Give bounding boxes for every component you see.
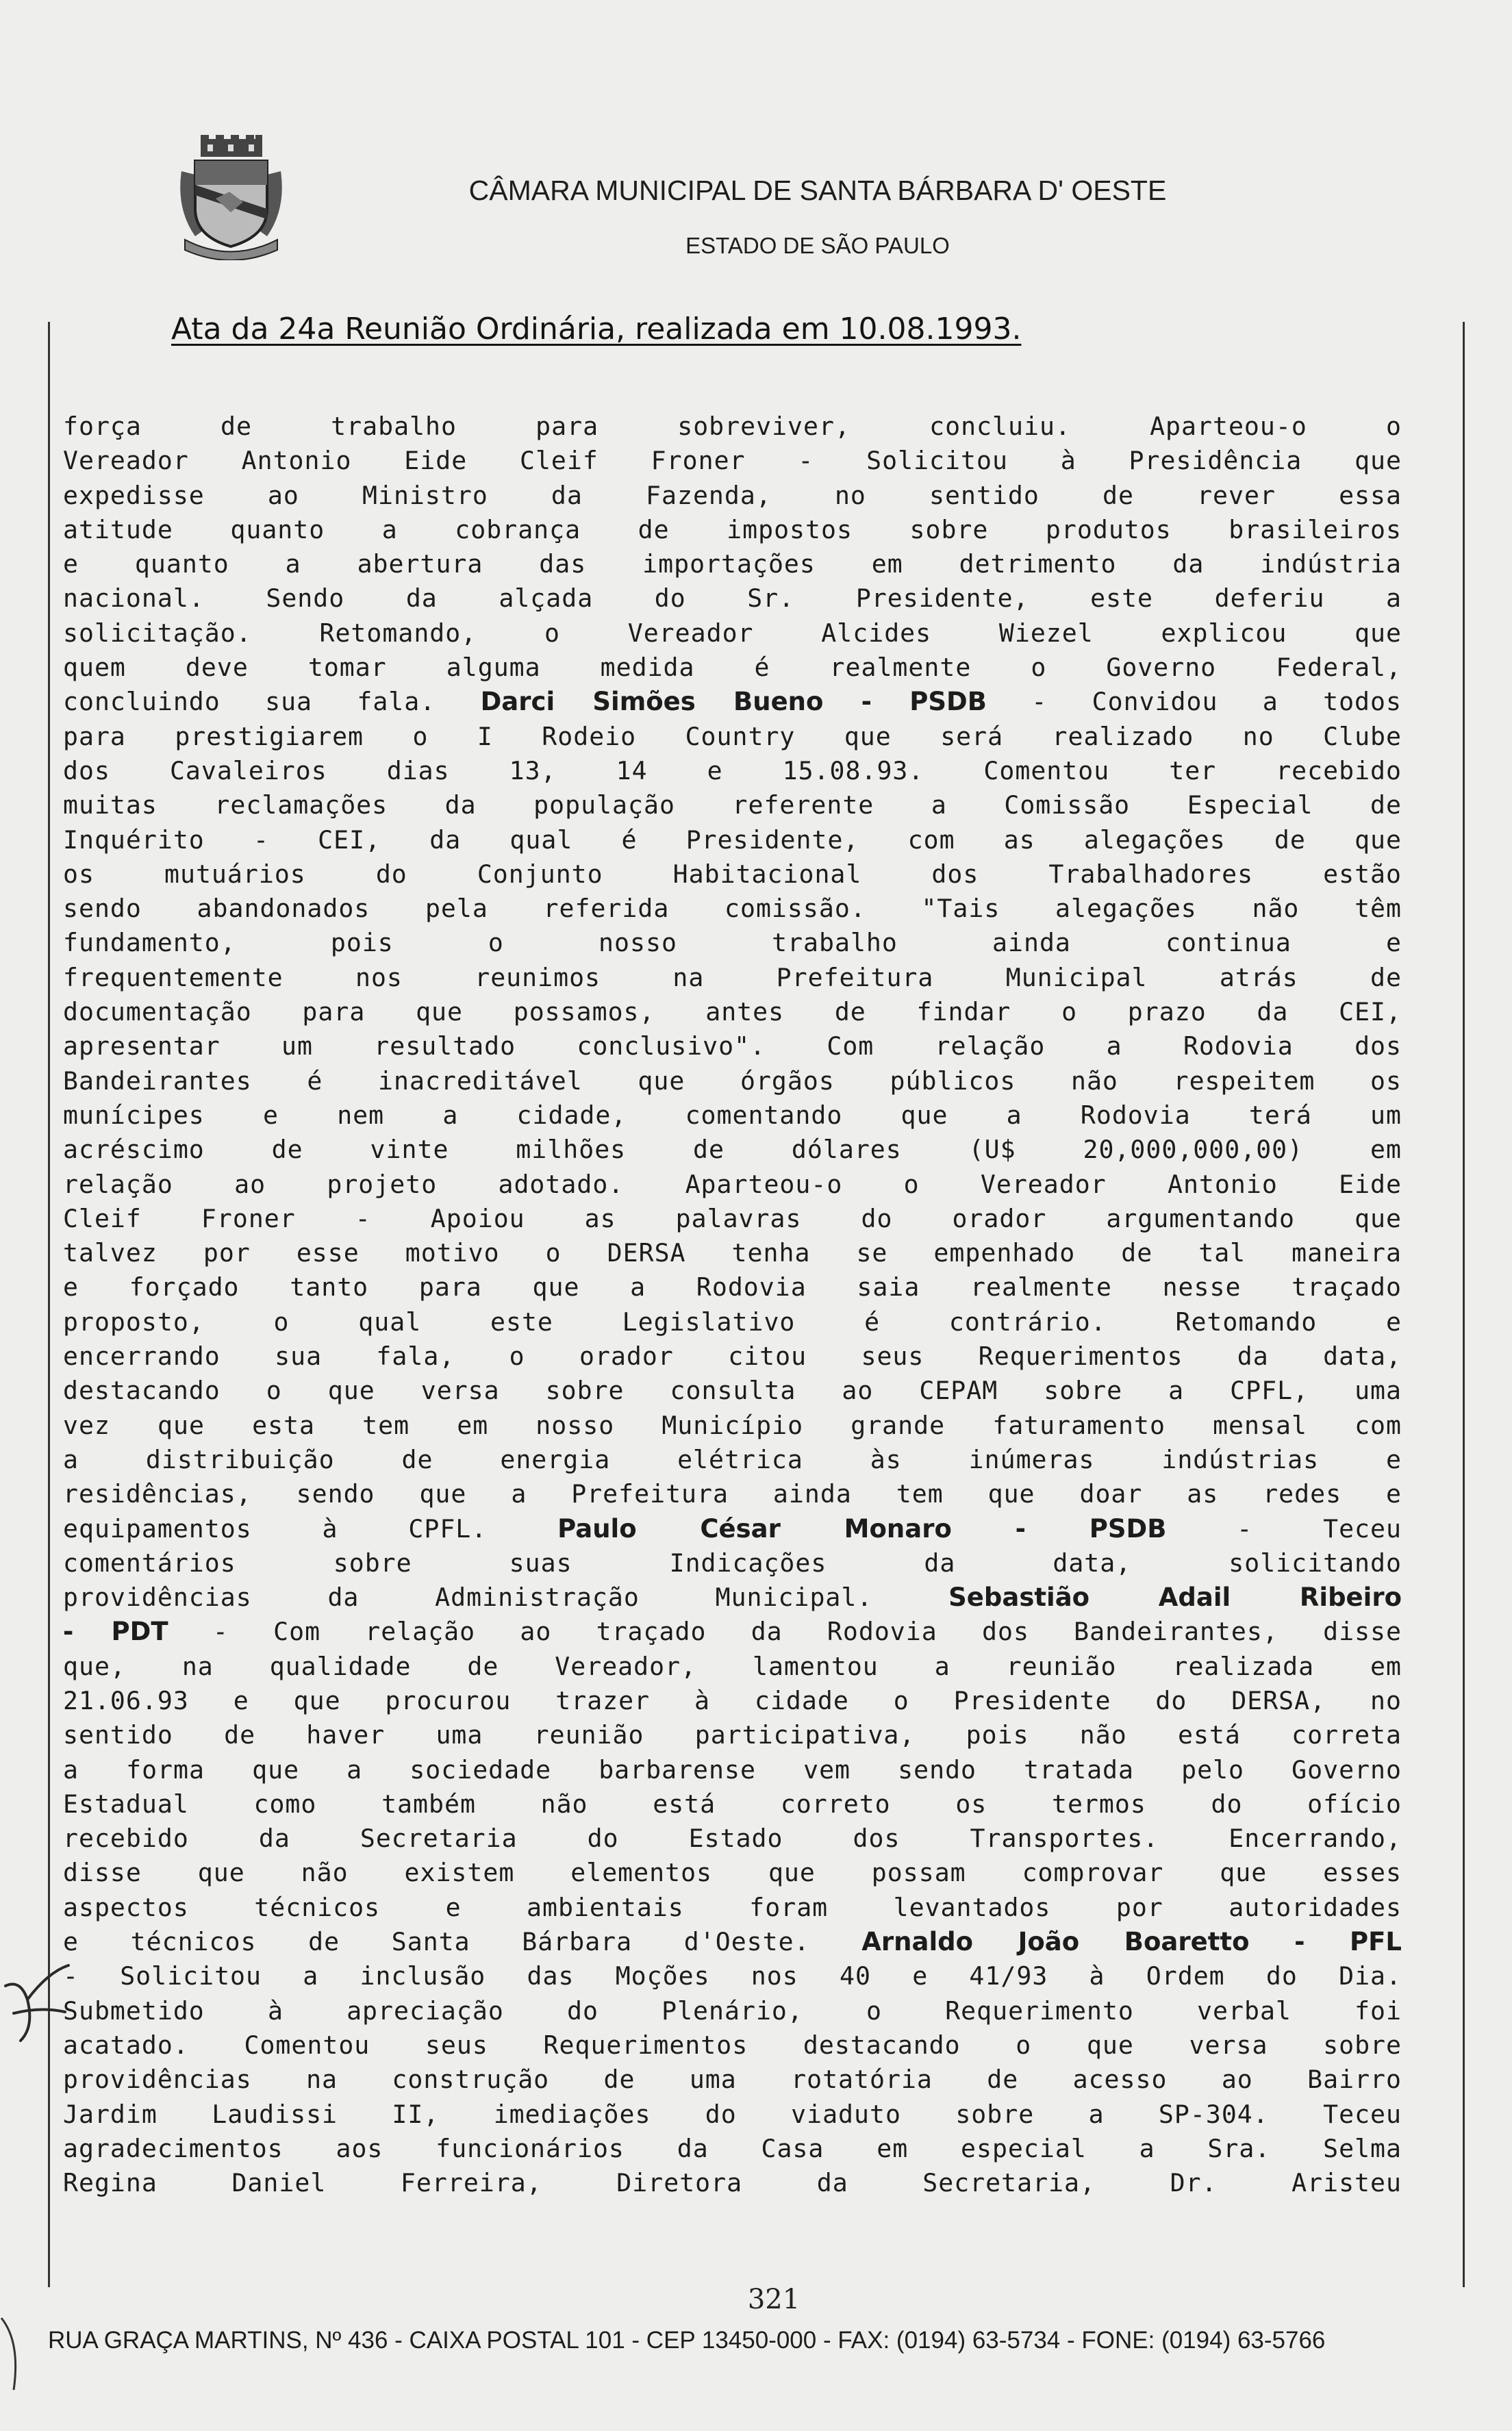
body-text-segment: expedisse ao Ministro da Fazenda, no sentido de rever essa — [63, 480, 1402, 510]
body-line — [63, 1718, 1402, 1752]
page-number: 321 — [747, 2284, 801, 2315]
body-line — [63, 1133, 1402, 1167]
body-line — [63, 1443, 1402, 1477]
body-text-segment: proposto, o qual este Legislativo é contrário. Retomando e — [63, 1307, 1402, 1337]
body-line — [63, 651, 1402, 685]
body-text-segment: comentários sobre suas Indicações da data, solicitando — [63, 1548, 1402, 1578]
body-text-segment: os mutuários do Conjunto Habitacional dos Trabalhadores estão — [63, 859, 1402, 889]
body-line — [63, 823, 1402, 857]
state-name: ESTADO DE SÃO PAULO — [685, 233, 950, 258]
body-line — [63, 720, 1402, 754]
body-text-segment: Vereador Antonio Eide Cleif Froner - Solicitou à Presidência que — [63, 446, 1402, 476]
body-line — [63, 1684, 1402, 1718]
body-line — [63, 1270, 1402, 1305]
body-text-segment: dos Cavaleiros dias 13, 14 e 15.08.93. Comentou ter recebido — [63, 755, 1402, 785]
body-text-segment: para prestigiarem o I Rodeio Country que será realizado no Clube — [63, 721, 1402, 751]
body-text-segment: vez que esta tem em nosso Município grande faturamento mensal com — [63, 1410, 1402, 1440]
body-text-segment: e forçado tanto para que a Rodovia saia realmente nesse traçado — [63, 1272, 1402, 1302]
body-line — [63, 1098, 1402, 1133]
body-text-segment: muitas reclamações da população referente a Comissão Especial de — [63, 790, 1402, 820]
body-text-segment: fundamento, pois o nosso trabalho ainda continua e — [63, 928, 1402, 958]
body-line — [63, 1822, 1402, 1856]
body-text-segment: Inquérito - CEI, da qual é Presidente, com as alegações de que — [63, 824, 1402, 855]
body-text-segment: 21.06.93 e que procurou trazer à cidade o Presidente do DERSA, no — [63, 1685, 1402, 1715]
body-text-segment: Cleif Froner - Apoiou as palavras do orador argumentando que — [63, 1203, 1402, 1233]
body-line — [63, 926, 1402, 960]
body-line — [63, 1891, 1402, 1925]
body-line — [63, 857, 1402, 892]
body-line — [63, 1029, 1402, 1063]
body-text-segment: residências, sendo que a Prefeitura ainda tem que doar as redes e — [63, 1479, 1402, 1509]
body-line — [63, 1925, 1402, 1959]
body-line — [63, 1409, 1402, 1443]
body-text-segment: e quanto a abertura das importações em detrimento da indústria — [63, 549, 1402, 579]
body-line — [63, 892, 1402, 926]
body-text-segment: recebido da Secretaria do Estado dos Transportes. Encerrando, — [63, 1824, 1402, 1854]
body-line — [63, 547, 1402, 581]
body-text-segment: nacional. Sendo da alçada do Sr. Presidente, este deferiu a — [63, 583, 1402, 614]
body-line — [63, 1546, 1402, 1580]
speaker-name: Darci Simões Bueno - PSDB — [480, 687, 987, 717]
body-line — [63, 1064, 1402, 1098]
body-text-segment: apresentar um resultado conclusivo". Com relação a Rodovia dos — [63, 1031, 1402, 1061]
speaker-name: Sebastião Adail Ribeiro — [948, 1583, 1402, 1613]
body-text-segment: a distribuição de energia elétrica às inúmeras indústrias e — [63, 1444, 1402, 1474]
body-text-segment: talvez por esse motivo o DERSA tenha se empenhado de tal maneira — [63, 1238, 1402, 1268]
body-text-segment: aspectos técnicos e ambientais foram levantados por autoridades — [63, 1892, 1402, 1922]
body-text-segment: força de trabalho para sobreviver, concluiu. Aparteou-o o — [63, 412, 1402, 441]
body-line — [63, 1236, 1402, 1270]
body-text-segment: Submetido à apreciação do Plenário, o Requerimento verbal foi — [63, 1995, 1402, 2026]
body-text-segment: solicitação. Retomando, o Vereador Alcides Wiezel explicou que — [63, 618, 1402, 648]
body-text-segment: - Teceu — [1166, 1513, 1402, 1544]
body-line — [63, 1477, 1402, 1511]
body-text-segment: atitude quanto a cobrança de impostos sobre produtos brasileiros — [63, 514, 1402, 544]
body-line — [63, 513, 1402, 547]
body-line — [63, 1856, 1402, 1890]
speaker-name: Paulo César Monaro - PSDB — [557, 1513, 1167, 1544]
body-line — [63, 1339, 1402, 1374]
body-line — [63, 1202, 1402, 1236]
body-line — [63, 685, 1402, 719]
body-text-segment: acatado. Comentou seus Requerimentos destacando o que versa sobre — [63, 2030, 1402, 2060]
body-line — [63, 2132, 1402, 2166]
body-line — [63, 1787, 1402, 1822]
body-text-segment: providências na construção de uma rotatória de acesso ao Bairro — [63, 2065, 1402, 2095]
body-line — [63, 788, 1402, 822]
body-line — [63, 1959, 1402, 1993]
body-line — [63, 1580, 1402, 1615]
body-text-segment: Jardim Laudissi II, imediações do viaduto sobre a SP-304. Teceu — [63, 2099, 1402, 2129]
body-text-segment: munícipes e nem a cidade, comentando que a Rodovia terá um — [63, 1100, 1402, 1130]
body-text-segment: disse que não existem elementos que possam comprovar que esses — [63, 1858, 1402, 1888]
body-text-segment: acréscimo de vinte milhões de dólares (U$ 20,000,000,00) em — [63, 1135, 1402, 1165]
body-text-segment: sendo abandonados pela referida comissão. "Tais alegações não têm — [63, 894, 1402, 924]
body-text-segment: a forma que a sociedade barbarense vem sendo tratada pelo Governo — [63, 1754, 1402, 1785]
body-text-segment: - Solicitou a inclusão das Moções nos 40 e 41/93 à Ordem do Dia. — [63, 1961, 1402, 1991]
footer-address: RUA GRAÇA MARTINS, Nº 436 - CAIXA POSTAL 101 - CEP 13450-000 - FAX: (0194) 63-5734 - FONE: (0194) 63-5766 — [48, 2327, 1326, 2354]
body-line — [63, 2166, 1402, 2200]
handwritten-initials-icon — [0, 1958, 75, 2061]
body-text-segment: Bandeirantes é inacreditável que órgãos públicos não respeitem os — [63, 1066, 1402, 1096]
body-line — [63, 961, 1402, 995]
institution-name: CÂMARA MUNICIPAL DE SANTA BÁRBARA D' OESTE — [468, 175, 1167, 206]
body-text-segment: documentação para que possamos, antes de findar o prazo da CEI, — [63, 997, 1402, 1027]
body-line — [63, 410, 1402, 444]
body-text-segment: e técnicos de Santa Bárbara d'Oeste. — [63, 1927, 862, 1957]
body-text-segment: Regina Daniel Ferreira, Diretora da Secretaria, Dr. Aristeu — [63, 2168, 1402, 2198]
body-line — [63, 1753, 1402, 1787]
body-line — [63, 1650, 1402, 1684]
body-text-segment: frequentemente nos reunimos na Prefeitura Municipal atrás de — [63, 962, 1402, 992]
body-text-segment: que, na qualidade de Vereador, lamentou a reunião realizada em — [63, 1651, 1402, 1681]
body-line — [63, 2098, 1402, 2132]
body-line — [63, 1305, 1402, 1339]
body-line — [63, 616, 1402, 651]
body-text-segment: - Convidou a todos — [986, 687, 1402, 717]
body-line — [63, 754, 1402, 788]
body-text-segment: concluindo sua fala. — [63, 687, 481, 717]
speaker-name: Arnaldo João Boaretto - PFL — [861, 1927, 1402, 1957]
body-text-segment: destacando o que versa sobre consulta ao CEPAM sobre a CPFL, uma — [63, 1376, 1402, 1406]
minutes-body — [63, 410, 1402, 2200]
body-text-segment: sentido de haver uma reunião participativa, pois não está correta — [63, 1720, 1402, 1750]
body-line — [63, 1168, 1402, 1202]
right-margin-rule — [1463, 322, 1465, 2287]
body-line — [63, 995, 1402, 1029]
body-line — [63, 1994, 1402, 2028]
body-line — [63, 2028, 1402, 2063]
body-line — [63, 479, 1402, 513]
body-text-segment: agradecimentos aos funcionários da Casa em especial a Sra. Selma — [63, 2133, 1402, 2163]
body-line — [63, 1374, 1402, 1408]
body-text-segment: relação ao projeto adotado. Aparteou-o o Vereador Antonio Eide — [63, 1169, 1402, 1199]
body-line — [63, 581, 1402, 616]
body-text-segment: providências da Administração Municipal. — [63, 1583, 949, 1613]
body-line — [63, 2063, 1402, 2097]
body-text-segment: Estadual como também não está correto os termos do ofício — [63, 1789, 1402, 1819]
body-text-segment: encerrando sua fala, o orador citou seus Requerimentos da data, — [63, 1342, 1402, 1372]
body-line — [63, 444, 1402, 478]
document-title: Ata da 24a Reunião Ordinária, realizada em 10.08.1993. — [171, 312, 1022, 347]
body-line — [63, 1615, 1402, 1649]
body-text-segment: quem deve tomar alguma medida é realmente o Governo Federal, — [63, 653, 1402, 683]
body-line — [63, 1512, 1402, 1546]
body-text-segment: equipamentos à CPFL. — [63, 1513, 558, 1544]
speaker-name: - PDT — [63, 1617, 168, 1647]
body-text-segment: - Com relação ao traçado da Rodovia dos Bandeirantes, disse — [168, 1617, 1402, 1647]
